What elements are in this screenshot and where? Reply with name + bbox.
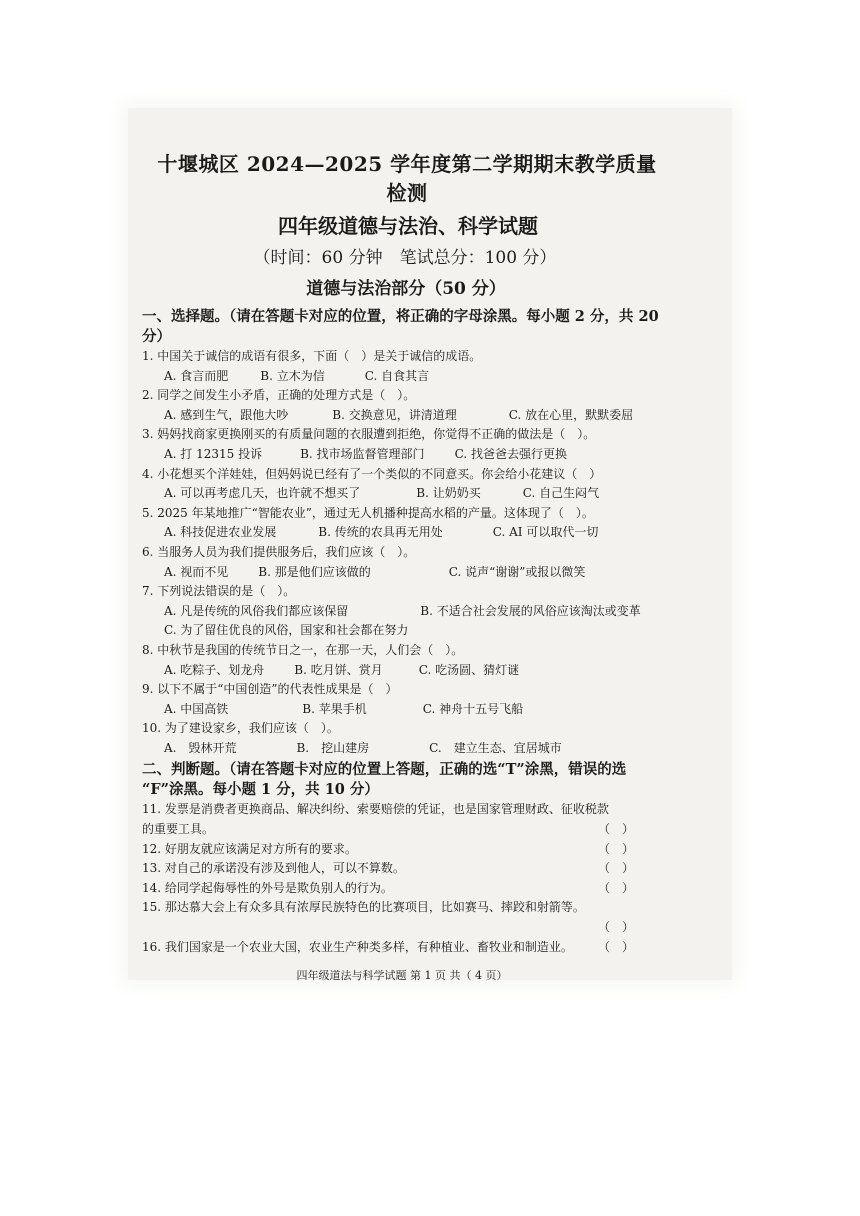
- judge-question-13: [142, 859, 662, 879]
- option-a: A. 科技促进农业发展: [164, 525, 277, 540]
- option-c: C. 找爸爸去强行更换: [454, 446, 567, 461]
- section-heading-judge-line2: “F”涂黑。每小题 1 分，共 10 分）: [142, 781, 379, 799]
- option-a: A. 凡是传统的风俗我们都应该保留: [164, 603, 349, 618]
- option-row: [142, 484, 662, 504]
- option-c: C. 自食其言: [364, 368, 430, 383]
- option-b: B. 交换意见，讲清道理: [332, 407, 457, 422]
- choice-question-10: 10. 为了建设家乡，我们应该（ ）。: [142, 721, 339, 736]
- exam-info: （时间：60 分钟 笔试总分：100 分）: [253, 248, 557, 268]
- judge-question-16: [142, 938, 662, 958]
- option-b: B. 立木为信: [260, 368, 325, 383]
- option-c: C. 神舟十五号飞船: [422, 701, 524, 716]
- section-heading-judge-line1: 二、判断题。（请在答题卡对应的位置上答题，正确的选“T”涂黑，错误的选: [142, 761, 627, 779]
- choice-question-5: 5. 2025 年某地推广“智能农业”，通过无人机播种提高水稻的产量。这体现了（ ）。: [142, 505, 594, 520]
- section-heading-choice: 一、选择题。（请在答题卡对应的位置，将正确的字母涂黑。每小题 2 分，共 20 分）: [142, 308, 659, 345]
- judge-question-text: 12. 好朋友就应该满足对方所有的要求。: [142, 841, 357, 856]
- option-row: [142, 406, 662, 426]
- option-c: C. 建立生态、宜居城市: [429, 740, 562, 755]
- option-c: C. 说声“谢谢”或报以微笑: [448, 564, 586, 579]
- judge-question-12: [142, 840, 662, 860]
- option-b: B. 挖山建房: [296, 740, 370, 755]
- option-row: [142, 563, 662, 583]
- answer-parentheses: （ ）: [597, 920, 634, 935]
- option-b: B. 让奶奶买: [416, 486, 481, 501]
- answer-parentheses: （ ）: [597, 880, 634, 895]
- option-a: A. 视而不见: [164, 564, 229, 579]
- choice-question-1: 1. 中国关于诚信的成语有很多，下面（ ）是关于诚信的成语。: [142, 349, 482, 363]
- option-a: A. 食言而肥: [164, 368, 229, 383]
- option-b: B. 苹果手机: [302, 701, 367, 716]
- judge-question-text: 15. 那达慕大会上有众多具有浓厚民族特色的比赛项目，比如赛马、摔跤和射箭等。: [142, 900, 585, 915]
- option-a: A. 打 12315 投诉: [164, 446, 263, 461]
- option-a: A. 毁林开荒: [164, 740, 237, 755]
- option-a: A. 感到生气，跟他大吵: [164, 407, 289, 422]
- option-b: B. 吃月饼、赏月: [294, 662, 383, 677]
- judge-question-14: [142, 879, 662, 899]
- judge-question-text: 13. 对自己的承诺没有涉及到他人，可以不算数。: [142, 861, 405, 876]
- section-heading-judge: [142, 760, 662, 800]
- option-row: [142, 445, 662, 465]
- option-row: [142, 700, 662, 720]
- judge-question-11: [142, 800, 662, 839]
- option-row: [142, 621, 662, 641]
- option-row: [142, 367, 662, 387]
- option-row: [142, 661, 662, 681]
- option-a: A. 吃粽子、划龙舟: [164, 662, 265, 677]
- option-c: C. 自己生闷气: [522, 486, 600, 501]
- option-c: C. 放在心里，默默委屈: [508, 407, 634, 422]
- answer-parentheses: （ ）: [597, 861, 634, 876]
- option-b: B. 传统的农具再无用处: [318, 525, 443, 540]
- option-c: C. 为了留住优良的风俗，国家和社会都在努力: [164, 623, 409, 638]
- option-a: A. 中国高铁: [164, 701, 229, 716]
- choice-question-list: [142, 347, 662, 758]
- answer-parentheses: （ ）: [597, 841, 634, 856]
- option-row: [142, 602, 662, 622]
- judge-question-text: 14. 给同学起侮辱性的外号是欺负别人的行为。: [142, 880, 393, 895]
- exam-title: 十堰城区 2024—2025 学年度第二学期期末教学质量检测: [157, 152, 657, 205]
- option-row: [142, 523, 662, 543]
- choice-question-6: 6. 当服务人员为我们提供服务后，我们应该（ ）。: [142, 544, 416, 559]
- choice-question-2: 2. 同学之间发生小矛盾，正确的处理方式是（ ）。: [142, 388, 416, 403]
- choice-question-4: 4. 小花想买个洋娃娃，但妈妈说已经有了一个类似的不同意买。你会给小花建议（ ）: [142, 466, 602, 481]
- choice-question-9: 9. 以下不属于“中国创造”的代表性成果是（ ）: [142, 682, 398, 697]
- answer-parentheses: （ ）: [597, 822, 634, 837]
- option-b: B. 找市场监督管理部门: [300, 446, 425, 461]
- judge-question-text: 11. 发票是消费者更换商品、解决纠纷、索要赔偿的凭证，也是国家管理财政、征收税款: [142, 802, 609, 817]
- option-c: C. 吃汤圆、猜灯谜: [418, 662, 520, 677]
- choice-question-8: 8. 中秋节是我国的传统节日之一，在那一天，人们会（ ）。: [142, 642, 464, 657]
- option-c: C. AI 可以取代一切: [492, 525, 599, 540]
- judge-question-text: 的重要工具。: [142, 822, 215, 837]
- exam-subtitle: 四年级道德与法治、科学试题: [278, 214, 538, 238]
- option-b: B. 那是他们应该做的: [258, 564, 371, 579]
- option-row: [142, 739, 662, 759]
- choice-question-3: 3. 妈妈找商家更换刚买的有质量问题的衣服遭到拒绝，你觉得不正确的做法是（ ）。: [142, 427, 596, 442]
- judge-question-text: 16. 我们国家是一个农业大国，农业生产种类多样，有种植业、畜牧业和制造业。: [142, 939, 573, 954]
- page-footer: 四年级道法与科学试题 第 1 页 共（ 4 页）: [296, 969, 508, 983]
- choice-question-7: 7. 下列说法错误的是（ ）。: [142, 584, 296, 599]
- judge-question-15: [142, 898, 662, 937]
- exam-content: [142, 148, 662, 983]
- option-a: A. 可以再考虑几天，也许就不想买了: [164, 486, 361, 501]
- option-b: B. 不适合社会发展的风俗应该淘汰或变革: [420, 603, 641, 618]
- answer-parentheses: （ ）: [597, 939, 634, 954]
- part-title: 道德与法治部分（50 分）: [306, 279, 506, 299]
